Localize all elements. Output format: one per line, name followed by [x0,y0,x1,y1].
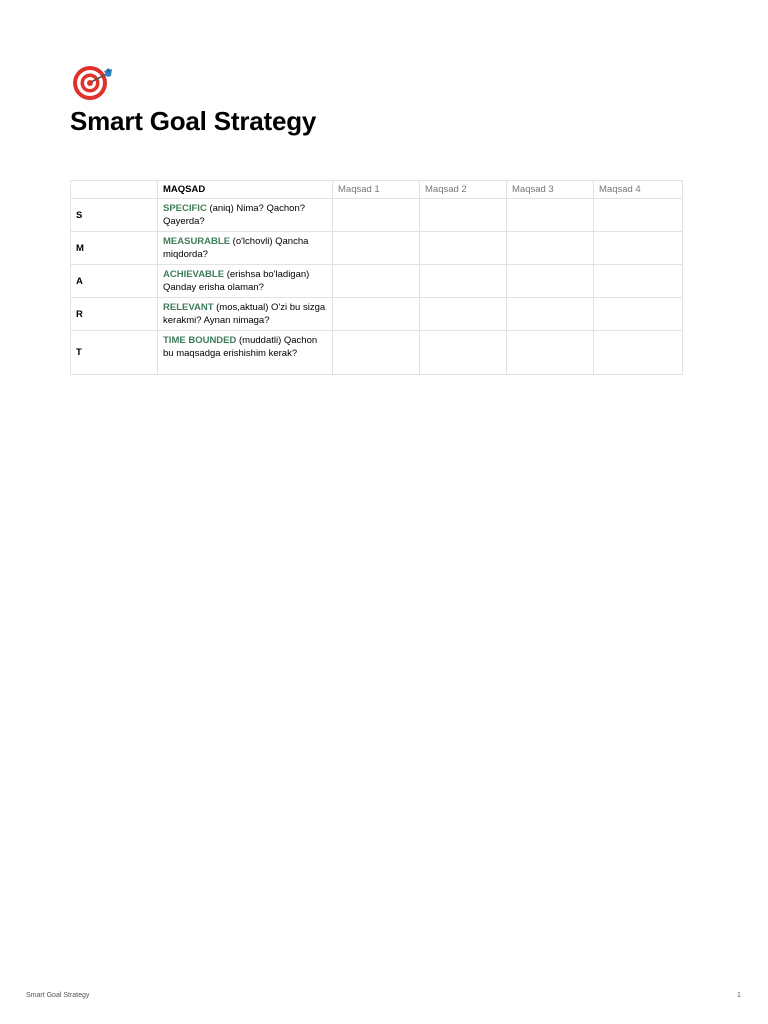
row-description [158,232,333,265]
goal-cell[interactable] [420,331,507,375]
goal-cell[interactable] [594,232,683,265]
row-keyword: RELEVANT [163,302,214,313]
table-row [71,265,683,298]
goal-cell[interactable] [507,199,594,232]
table-header-row [71,181,683,199]
goal-cell[interactable] [594,265,683,298]
row-letter: T [71,331,158,375]
row-keyword: ACHIEVABLE [163,269,225,280]
row-keyword: SPECIFIC [163,203,207,214]
goal-cell[interactable] [333,298,420,331]
goal-cell[interactable] [594,298,683,331]
footer-title: Smart Goal Strategy [26,992,90,999]
goal-cell[interactable] [333,265,420,298]
row-letter: R [71,298,158,331]
header-goal-2: Maqsad 2 [420,181,507,199]
goal-cell[interactable] [420,265,507,298]
row-letter: S [71,199,158,232]
target-icon [71,65,115,101]
footer-page-number: 1 [737,992,741,999]
row-text: (muddatli) Qachon bu maqsadga erishishim kerak? [163,335,318,359]
goal-cell[interactable] [420,199,507,232]
goal-cell[interactable] [594,331,683,375]
row-description [158,298,333,331]
row-description [158,331,333,375]
goal-cell[interactable] [507,232,594,265]
table-row [71,232,683,265]
header-goal-4: Maqsad 4 [594,181,683,199]
header-maqsad: MAQSAD [158,181,333,199]
goal-cell[interactable] [333,331,420,375]
header-letter-cell [71,181,158,199]
row-text: (o'lchovli) Qancha miqdorda? [163,236,309,260]
header-goal-3: Maqsad 3 [507,181,594,199]
table-row [71,298,683,331]
smart-goal-table [70,180,683,375]
goal-cell[interactable] [594,199,683,232]
goal-cell[interactable] [420,232,507,265]
row-text: (erishsa bo'ladigan) Qanday erisha olaman? [163,269,310,293]
goal-cell[interactable] [507,265,594,298]
header-goal-1: Maqsad 1 [333,181,420,199]
goal-cell[interactable] [507,298,594,331]
table-row [71,331,683,375]
table-row [71,199,683,232]
row-keyword: TIME BOUNDED [163,335,237,346]
row-letter: A [71,265,158,298]
row-keyword: MEASURABLE [163,236,231,247]
row-letter: M [71,232,158,265]
goal-cell[interactable] [333,199,420,232]
row-description [158,265,333,298]
goal-cell[interactable] [420,298,507,331]
goal-cell[interactable] [507,331,594,375]
row-text: (aniq) Nima? Qachon? Qayerda? [163,203,306,227]
row-text: (mos,aktual) O'zi bu sizga kerakmi? Aynan nimaga? [163,302,326,326]
page-title: Smart Goal Strategy [70,106,317,136]
row-description [158,199,333,232]
goal-cell[interactable] [333,232,420,265]
